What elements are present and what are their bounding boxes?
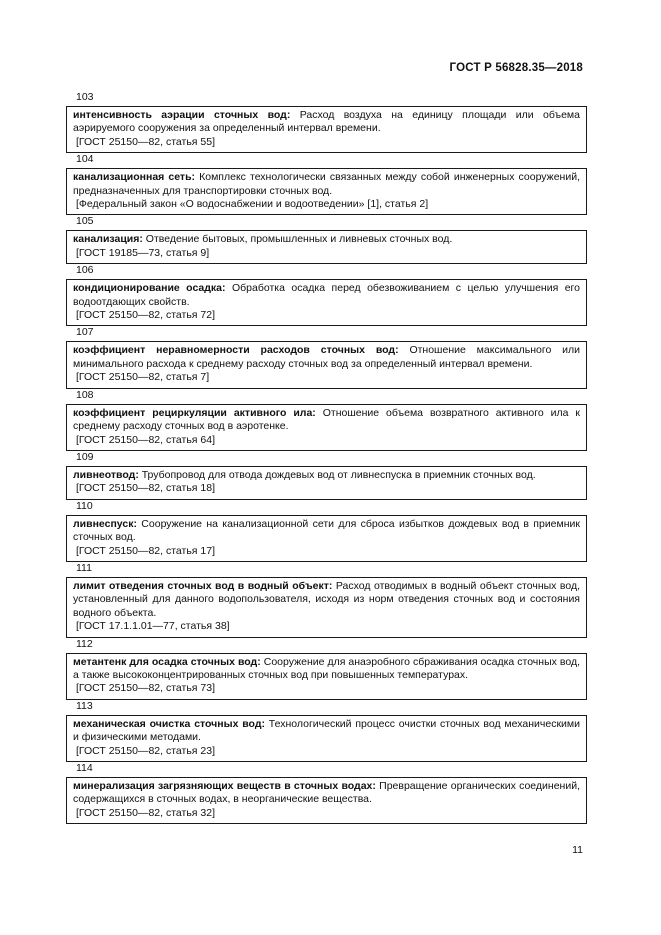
entry-definition: Комплекс технологически связанных между собой инженерных сооружений, предназначенных для транспортировки сточных вод. — [73, 171, 580, 197]
entry-source: [ГОСТ 17.1.1.01—77, статья 38] — [76, 620, 230, 633]
entry-source: [ГОСТ 25150—82, статья 55] — [76, 135, 215, 148]
entry-number: 114 — [76, 762, 93, 774]
entry-box — [66, 515, 587, 562]
entry-box — [66, 715, 587, 762]
entry-term: канализационная сеть: — [73, 171, 196, 184]
entry-source: [ГОСТ 25150—82, статья 73] — [76, 682, 215, 695]
entry-box — [66, 466, 587, 500]
entry-term: механическая очистка сточных вод: — [73, 717, 265, 730]
entry-number: 107 — [76, 326, 94, 339]
entry-term: кондиционирование осадка: — [73, 282, 226, 295]
entry-source: [ГОСТ 25150—82, статья 18] — [76, 482, 215, 495]
entry-number: 111 — [76, 561, 92, 574]
glossary-entries — [66, 91, 587, 824]
glossary-entry — [66, 762, 587, 824]
entry-definition: Сооружение на канализационной сети для сброса избытков дождевых вод в приемник сточных вод. — [73, 517, 580, 544]
entry-definition: Обработка осадка перед обезвоживанием с целью улучшения его водоотдающих свойств. — [73, 282, 581, 308]
entry-term: ливнеспуск: — [73, 517, 137, 530]
entry-source: [ГОСТ 25150—82, статья 23] — [76, 744, 215, 757]
entry-box — [66, 106, 587, 153]
entry-source: [ГОСТ 25150—82, статья 64] — [76, 433, 215, 446]
entry-source: [ГОСТ 19185—73, статья 9] — [76, 246, 210, 259]
glossary-entry — [66, 451, 587, 500]
entry-box — [66, 404, 587, 451]
entry-term: метантенк для осадка сточных вод: — [73, 655, 261, 668]
entry-number: 105 — [76, 215, 94, 228]
glossary-entry — [66, 215, 587, 264]
entry-source: [ГОСТ 25150—82, статья 17] — [76, 544, 215, 557]
entry-term: коэффициент рециркуляции активного ила: — [73, 406, 316, 419]
entry-box — [66, 653, 587, 700]
entry-number: 108 — [76, 388, 94, 401]
entry-source: [Федеральный закон «О водоснабжении и водоотведении» [1], статья 2] — [76, 198, 429, 211]
glossary-entry — [66, 638, 587, 700]
entry-number: 113 — [76, 699, 93, 712]
entry-number: 112 — [76, 637, 93, 650]
entry-box — [66, 230, 587, 264]
entry-definition: Трубопровод для отвода дождевых вод от ливнеспуска в приемник сточных вод. — [138, 468, 536, 481]
entry-box — [66, 341, 587, 388]
glossary-entry — [66, 700, 587, 762]
entry-definition: Отношение максимального или минимального расхода к среднему расходу сточных вод за определенный интервал времени. — [73, 344, 581, 370]
entry-definition: Отношение объема возвратного активного ила к среднему расходу сточных вод в аэротенке. — [73, 406, 580, 433]
entry-number: 110 — [76, 499, 93, 512]
entry-definition: Сооружение для анаэробного сбраживания осадка сточных вод, а также высококонцентрированных сточных вод при повышенных температурах. — [73, 655, 580, 681]
entry-source: [ГОСТ 25150—82, статья 32] — [76, 806, 215, 819]
entry-box — [66, 577, 587, 638]
glossary-entry — [66, 326, 587, 388]
entry-source: [ГОСТ 25150—82, статья 7] — [76, 371, 210, 384]
entry-definition: Расход отводимых в водный объект сточных вод, установленный для данного водопользователя, исходя из норм отведения сточных вод и состояния водного объекта. — [73, 579, 581, 619]
entry-definition: Превращение органических соединений, содержащихся в сточных водах, в неорганические вещества. — [73, 780, 580, 806]
entry-definition: Отведение бытовых, промышленных и ливневых сточных вод. — [142, 233, 453, 246]
glossary-entry — [66, 500, 587, 562]
entry-term: канализация: — [73, 233, 143, 246]
entry-definition: Технологический процесс очистки сточных вод механическими и физическими методами. — [73, 717, 580, 744]
entry-term: минерализация загрязняющих веществ в сточных водах: — [73, 780, 376, 792]
entry-number: 106 — [76, 264, 94, 277]
entry-term: ливнеотвод: — [73, 468, 139, 481]
entry-number: 103 — [76, 91, 94, 103]
entry-source: [ГОСТ 25150—82, статья 72] — [76, 309, 215, 322]
entry-term: интенсивность аэрации сточных вод: — [73, 109, 291, 121]
glossary-entry — [66, 389, 587, 451]
entry-box — [66, 168, 587, 215]
glossary-entry — [66, 562, 587, 638]
page-number: 11 — [572, 844, 583, 856]
entry-box — [66, 279, 587, 326]
entry-definition: Расход воздуха на единицу площади или объема аэрируемого сооружения за определенный интервал времени. — [73, 109, 580, 135]
entry-number: 104 — [76, 153, 94, 166]
glossary-entry — [66, 264, 587, 326]
glossary-entry — [66, 91, 587, 153]
glossary-entry — [66, 153, 587, 215]
document-code: ГОСТ Р 56828.35—2018 — [449, 62, 583, 74]
entry-box — [66, 777, 587, 824]
entry-number: 109 — [76, 450, 94, 463]
entry-term: коэффициент неравномерности расходов сточных вод: — [73, 344, 399, 357]
entry-term: лимит отведения сточных вод в водный объект: — [73, 579, 333, 592]
